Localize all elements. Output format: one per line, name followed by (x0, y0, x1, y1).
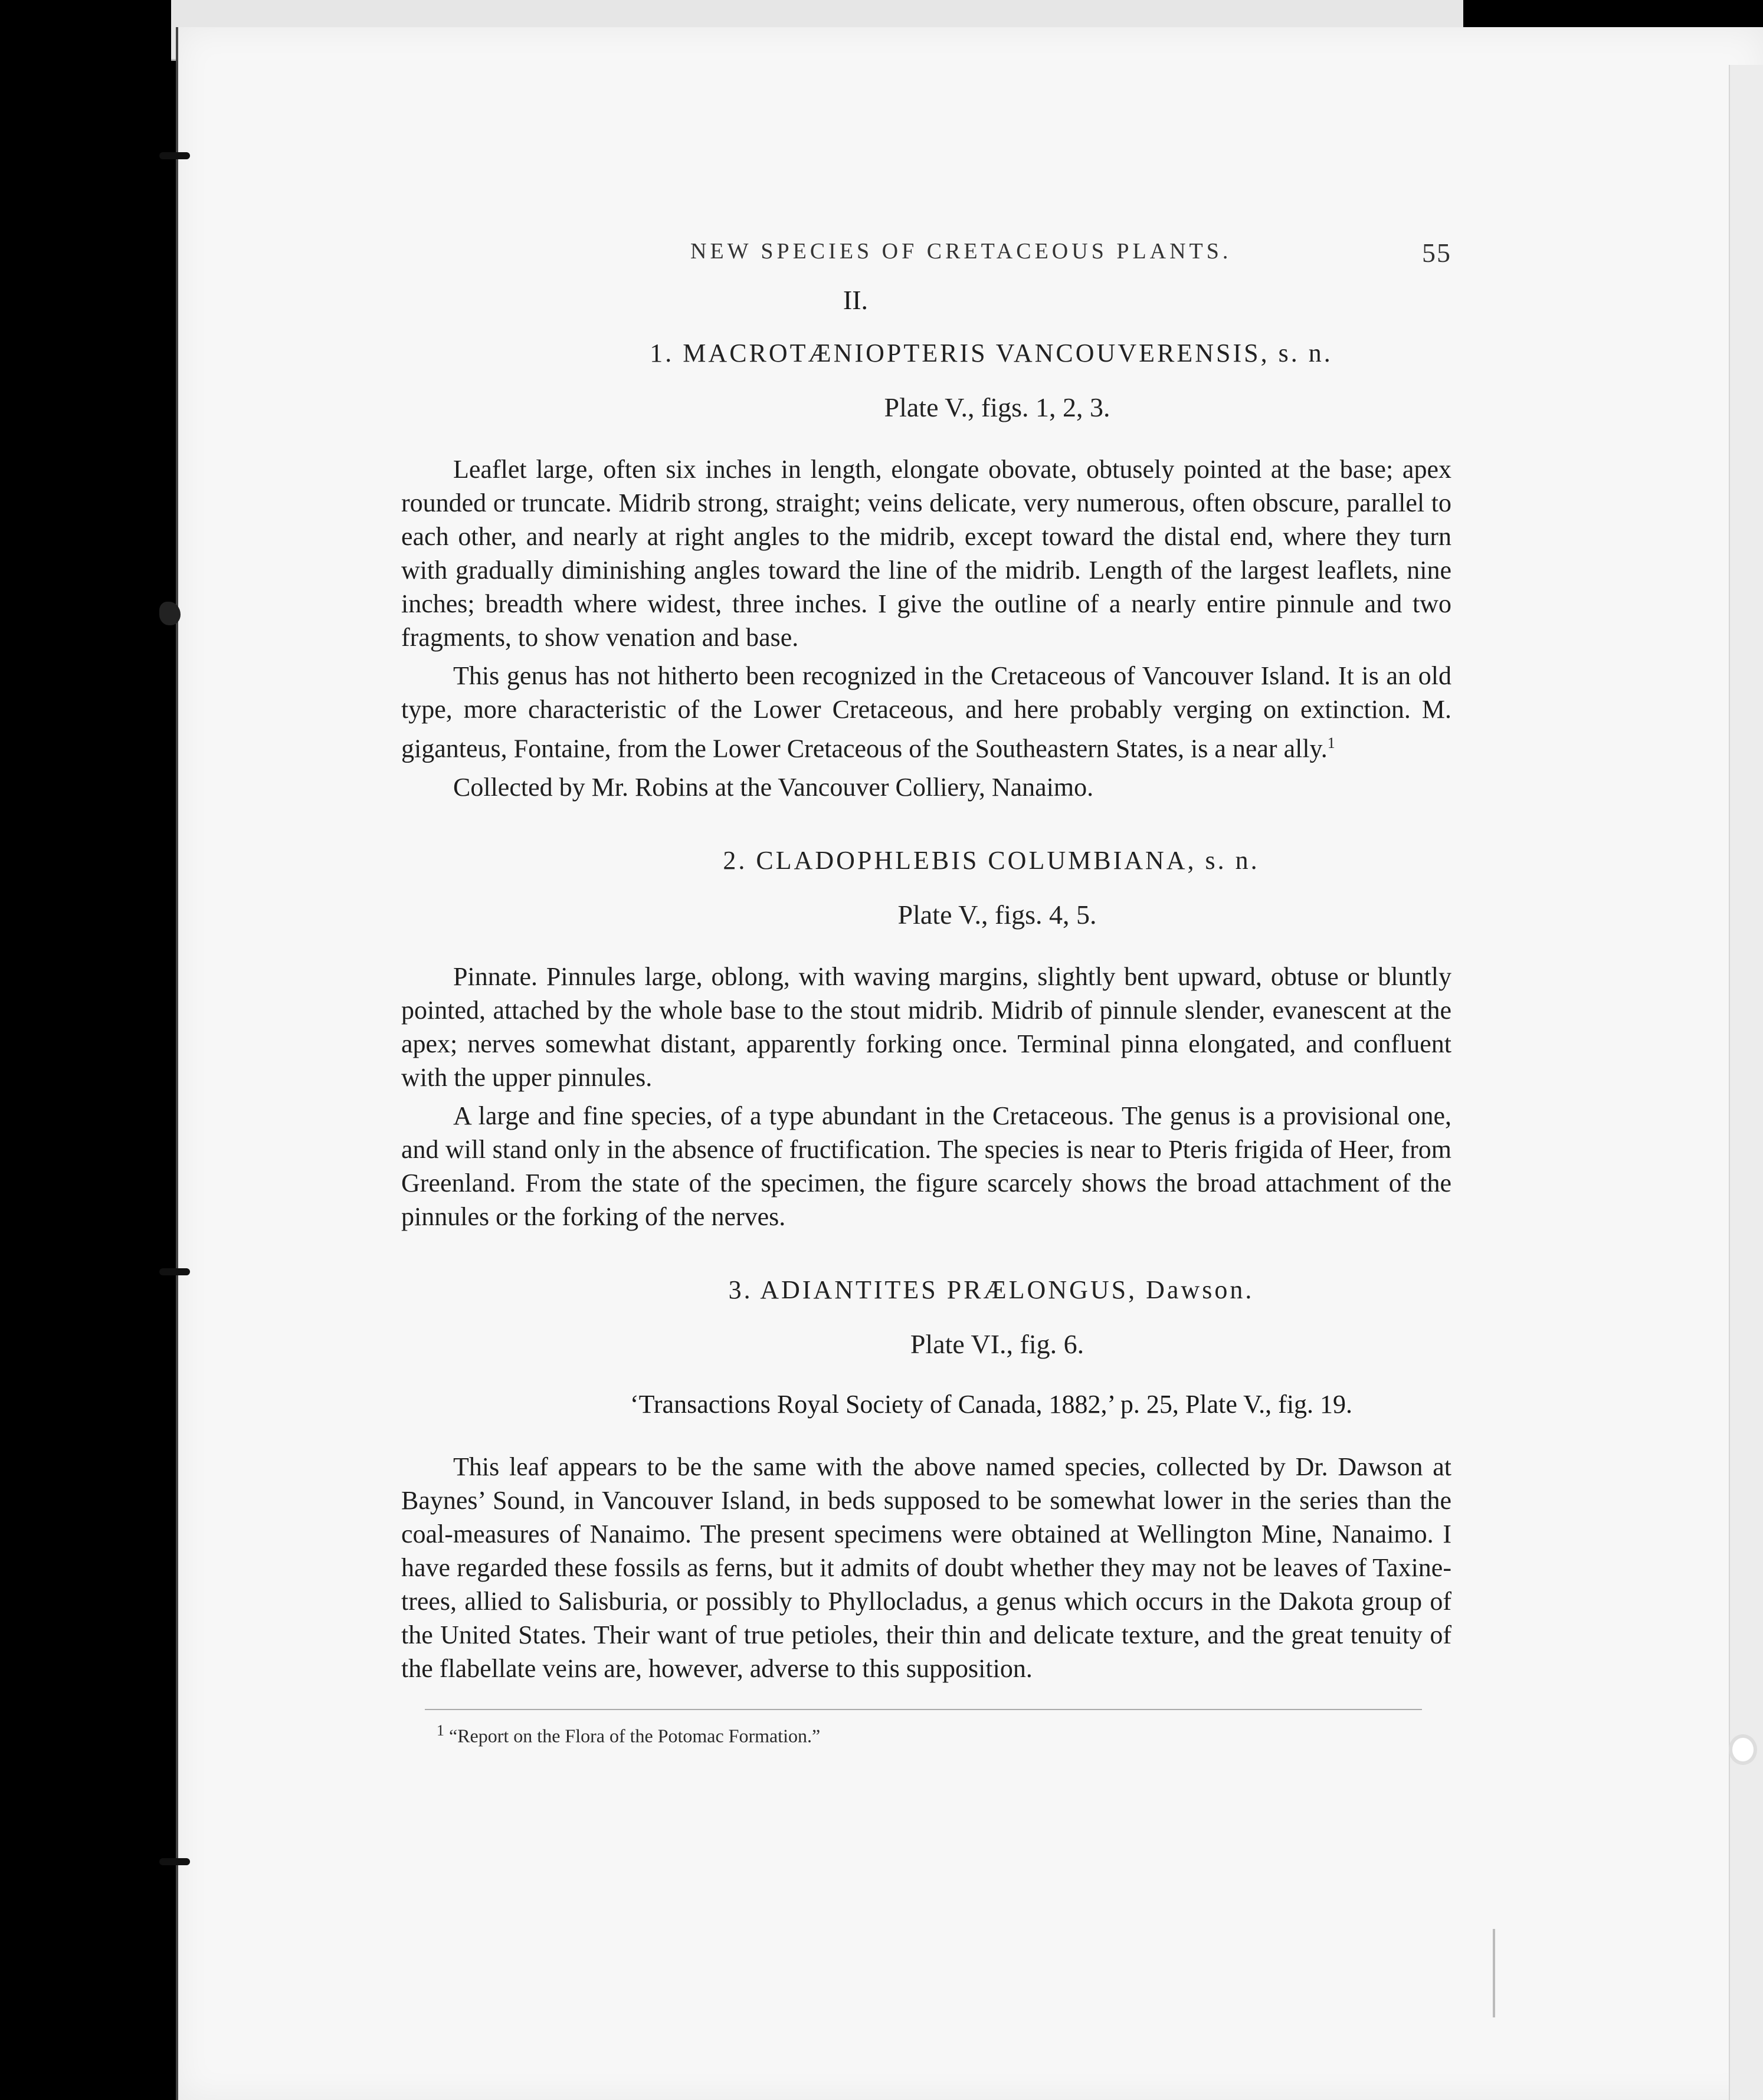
remarks-text: This genus has not hitherto been recognized in the Cretaceous of Vancouver Island. It is an old type, more characteristic of the Lower Cretaceous, and here probably verging on extinction. M. giganteus, Fontaine, from the Lower Cretaceous of the Southeastern States, is a near ally. (401, 661, 1451, 763)
footnote-divider (425, 1709, 1422, 1710)
literature-citation: ‘Transactions Royal Society of Canada, 1882,’ p. 25, Plate V., fig. 19. (630, 1389, 1353, 1419)
species-heading: 2. CLADOPHLEBIS COLUMBIANA, s. n. (723, 845, 1260, 875)
description-paragraph: Pinnate. Pinnules large, oblong, with waving margins, slightly bent upward, obtuse or bluntly pointed, attached by the whole base to the stout midrib. Midrib of pinnule slender, evanescent at the apex; nerves somewhat distant, apparently forking once. Terminal pinna elongated, and confluent with the upper pinnules. (401, 962, 1451, 1092)
footnote-marker: 1 (437, 1721, 444, 1739)
plate-reference: Plate V., figs. 4, 5. (897, 899, 1097, 930)
footnote-text: “Report on the Flora of the Potomac Formation.” (449, 1725, 821, 1747)
binding-mark (159, 602, 181, 625)
running-head (401, 224, 1451, 271)
plate-reference: Plate VI., fig. 6. (910, 1328, 1084, 1359)
collection-note: Collected by Mr. Robins at the Vancouver Colliery, Nanaimo. (453, 772, 1094, 802)
remarks-paragraph (401, 659, 1451, 766)
remarks-paragraph: A large and fine species, of a type abundant in the Cretaceous. The genus is a provisional one, and will stand only in the absence of fructification. The species is near to Pteris frigida of Heer, from Greenland. From the state of the specimen, the figure scarcely shows the broad attachment of the pinnules or the forking of the nerves. (401, 1101, 1451, 1231)
binding-mark (159, 1268, 190, 1275)
edge-blemish (1493, 1929, 1495, 2017)
species-heading: 3. ADIANTITES PRÆLONGUS, Dawson. (728, 1275, 1254, 1304)
page-number: 55 (1422, 238, 1451, 268)
footnote (401, 1722, 1451, 1747)
binding-mark (159, 152, 190, 159)
species-heading: 1. MACROTÆNIOPTERIS VANCOUVERENSIS, s. n. (650, 339, 1333, 368)
binding-mark (159, 1858, 190, 1865)
plate-reference: Plate V., figs. 1, 2, 3. (884, 392, 1110, 422)
footnote-marker: 1 (1327, 734, 1335, 752)
running-title: NEW SPECIES OF CRETACEOUS PLANTS. (690, 239, 1232, 264)
section-numeral: II. (843, 285, 869, 315)
description-paragraph: This leaf appears to be the same with the above named species, collected by Dr. Dawson at Baynes’ Sound, in Vancouver Island, in beds supposed to be somewhat lower in the series than the coal-measures of Nanaimo. The present specimens were obtained at Wellington Mine, Nanaimo. I have regarded these fossils as ferns, but it admits of doubt whether they may not be leaves of Taxine-trees, allied to Salisburia, or possibly to Phyllocladus, a genus which occurs in the Dakota group of the United States. Their want of true petioles, their thin and delicate texture, and the great tenuity of the flabellate veins are, however, adverse to this supposition. (401, 1452, 1451, 1683)
description-paragraph: Leaflet large, often six inches in length, elongate obovate, obtusely pointed at the base; apex rounded or truncate. Midrib strong, straight; veins delicate, very numerous, often obscure, parallel to each other, and nearly at right angles to the midrib, except toward the distal end, where they turn with gradually diminishing angles toward the line of the midrib. Length of the largest leaflets, nine inches; breadth where widest, three inches. I give the outline of a nearly entire pinnule and two fragments, to show venation and base. (401, 455, 1451, 652)
page-edge (1729, 65, 1763, 2100)
edge-blemish (1729, 1734, 1757, 1765)
page-content (401, 224, 1451, 1747)
